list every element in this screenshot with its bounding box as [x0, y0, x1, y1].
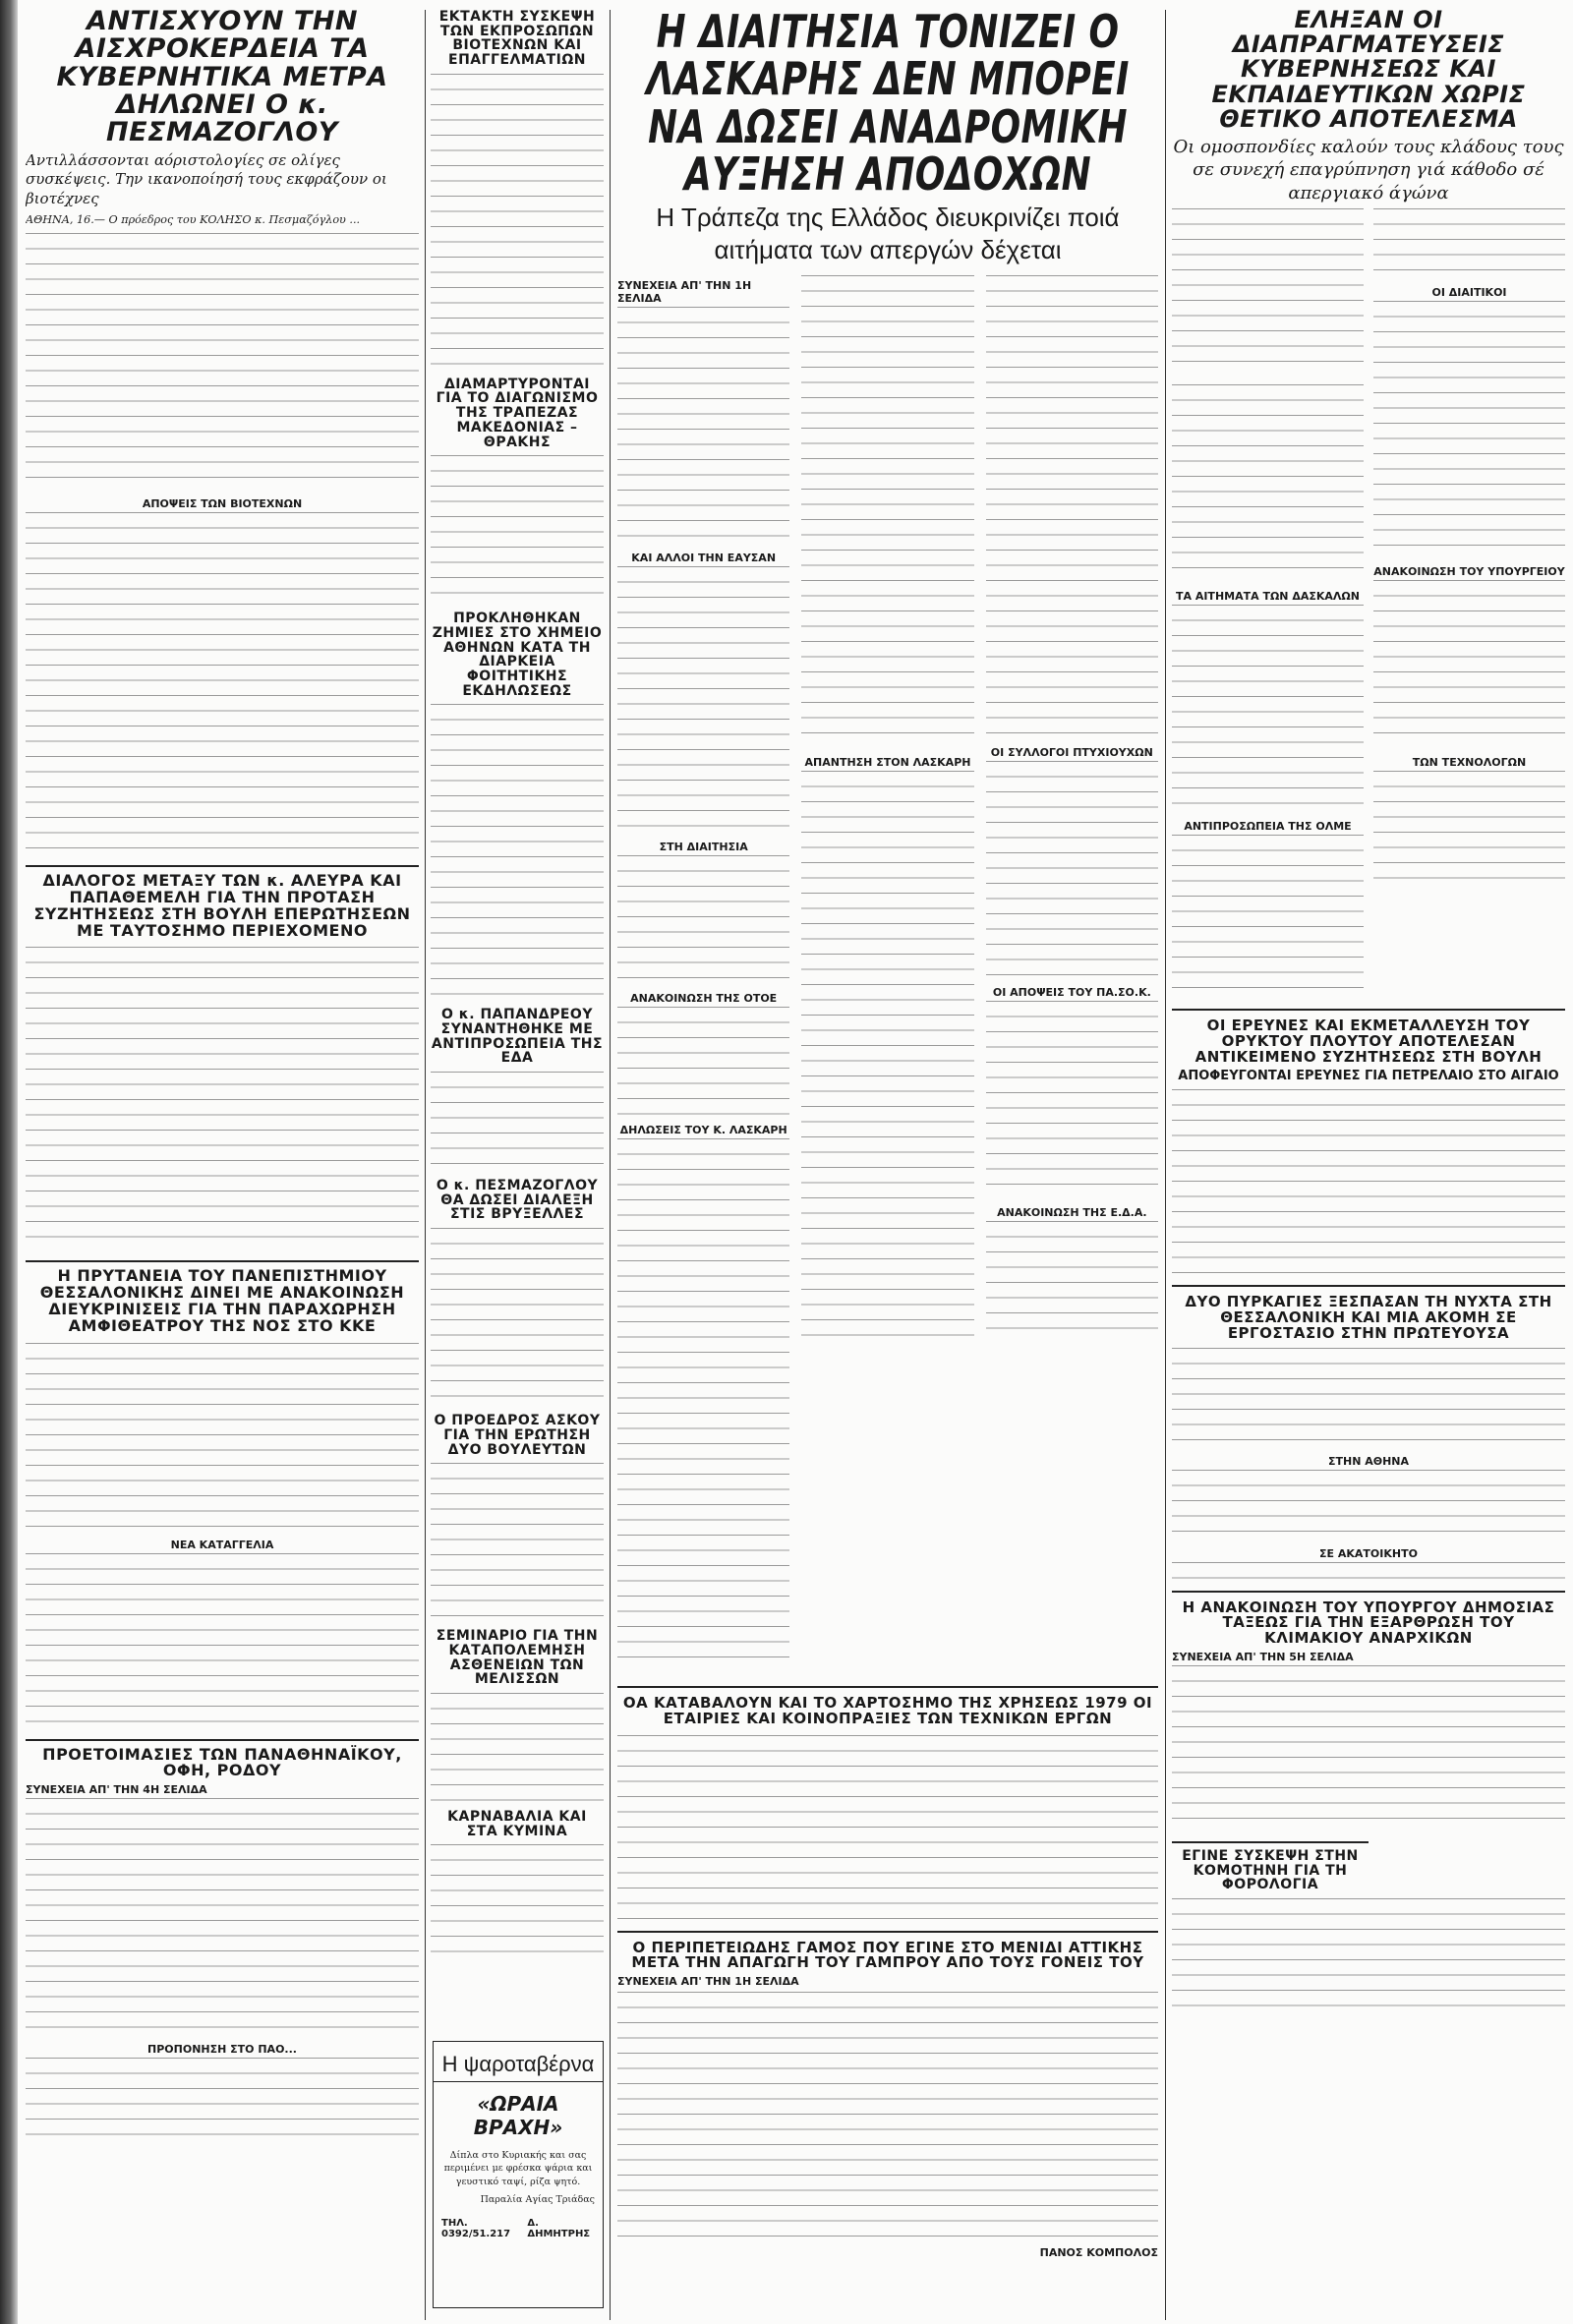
main-deck: Η Τράπεζα της Ελλάδος διευκρινίζει ποιά αιτήματα των απεργών δέχεται: [656, 203, 1120, 264]
byline: ΠΑΝΟΣ ΚΟΜΠΟΛΟΣ: [1039, 2246, 1158, 2260]
main-headline: Η ΔΙΑΙΤΗΣΙΑ ΤΟΝΙΖΕΙ Ο ΛΑΣΚΑΡΗΣ ΔΕΝ ΜΠΟΡΕΙ ΝΑ ΔΩΣΕΙ ΑΝΑΔΡΟΜΙΚΗ ΑΥΞΗΣΗ ΑΠΟΔΟΧΩΝ: [646, 8, 1130, 201]
main-col-1: [617, 275, 789, 1678]
brief-text: [431, 1693, 604, 1801]
article-text: [1172, 384, 1364, 581]
article-text: [26, 1343, 419, 1530]
section-rule: [26, 865, 419, 867]
brief-text: [431, 704, 604, 999]
subhead-pesmazoglou: Αντιλλάσσονται αόριστολογίες σε ολίγες συσκέψεις. Την ικανοποίησή τους εκφράζουν οι βιοτέχνες: [26, 150, 387, 207]
section-rule: [1172, 1285, 1565, 1287]
section-heading: ΟΙ ΣΥΛΛΟΓΟΙ ΠΤΥΧΙΟΥΧΩΝ: [990, 746, 1153, 760]
page-binding-edge: [0, 0, 18, 2324]
ad-phone: ΤΗΛ. 0392/51.217: [441, 2217, 511, 2239]
ad-text: Δίπλα στο Κυριακής και σας περιμένει με φρέσκα ψάρια και γευστικό ταψί, ρίζα ψητό.: [443, 2150, 593, 2187]
article-text: [1373, 208, 1565, 277]
article-text: [1172, 1470, 1565, 1539]
section-heading: ΑΝΑΚΟΙΝΩΣΗ ΤΗΣ Ε.Δ.Α.: [997, 1206, 1147, 1220]
brief-text: [431, 1463, 604, 1620]
deck-diapragmatefseis: Οι ομοσπονδίες καλούν τους κλάδους τους σε συνεχή επαγρύπνηση γιά κάθοδο σέ απεργιακό άγώνα: [1173, 136, 1564, 203]
article-text: [1172, 208, 1364, 376]
article-text: [801, 771, 973, 1341]
main-columns: [617, 275, 1158, 1678]
article-text: [1172, 605, 1364, 811]
headline-pyrkagies: ΔΥΟ ΠΥΡΚΑΓΙΕΣ ΞΕΣΠΑΣΑΝ ΤΗ ΝΥΧΤΑ ΣΤΗ ΘΕΣΣΑΛΟΝΙΚΗ ΚΑΙ ΜΙΑ ΑΚΟΜΗ ΣΕ ΕΡΓΟΣΤΑΣΙΟ ΣΤΗΝ ΠΡΩΤΕΥΟΥΣΑ: [1185, 1293, 1552, 1342]
left-column: [26, 8, 419, 2318]
section-heading: ΤΩΝ ΤΕΧΝΟΛΟΓΩΝ: [1412, 756, 1527, 770]
right-sub-2: [1373, 208, 1565, 1001]
article-text: [26, 512, 419, 856]
ad-owner: Δ. ΔΗΜΗΤΡΗΣ: [527, 2217, 591, 2239]
article-text: [617, 1735, 1158, 1922]
section-heading: ΚΑΙ ΑΛΛΟΙ ΤΗΝ ΕΑΥΣΑΝ: [631, 552, 777, 565]
continuation-note: ΣΥΝΕΧΕΙΑ ΑΠ' ΤΗΝ 1Η ΣΕΛΙΔΑ: [617, 1975, 799, 1989]
section-heading: ΑΝΑΚΟΙΝΩΣΗ ΤΟΥ ΥΠΟΥΡΓΕΙΟΥ: [1373, 565, 1565, 579]
section-rule: [26, 1260, 419, 1262]
article-text: [1172, 1562, 1565, 1582]
article-text: [26, 947, 419, 1251]
main-story: [617, 8, 1158, 2318]
section-heading: ΟΙ ΑΠΟΨΕΙΣ ΤΟΥ ΠΑ.ΣΟ.Κ.: [992, 986, 1151, 1000]
section-heading: ΑΠΟΨΕΙΣ ΤΩΝ ΒΙΟΤΕΧΝΩΝ: [142, 497, 303, 511]
main-col-2: [801, 275, 973, 1678]
brief-headline: Ο ΠΡΟΕΔΡΟΣ ΑΣΚΟΥ ΓΙΑ ΤΗΝ ΕΡΩΤΗΣΗ ΔΥΟ ΒΟΥΛΕΥΤΩΝ: [434, 1413, 601, 1458]
brief-text: [431, 74, 604, 369]
section-rule: [1172, 1591, 1565, 1593]
section-heading: ΑΝΤΙΠΡΟΣΩΠΕΙΑ ΤΗΣ ΟΛΜΕ: [1184, 820, 1352, 834]
section-rule: [26, 1739, 419, 1741]
brief-headline: ΕΚΤΑΚΤΗ ΣΥΣΚΕΨΗ ΤΩΝ ΕΚΠΡΟΣΩΠΩΝ ΒΙΟΤΕΧΝΩΝ ΚΑΙ ΕΠΑΓΓΕΛΜΑΤΙΩΝ: [438, 10, 596, 69]
article-text: [1373, 580, 1565, 747]
main-col-3: [986, 275, 1158, 1678]
brief-headline: Ο κ. ΠΑΠΑΝΔΡΕΟΥ ΣΥΝΑΝΤΗΘΗΚΕ ΜΕ ΑΝΤΙΠΡΟΣΩΠΕΙΑ ΤΗΣ ΕΔΑ: [431, 1007, 604, 1067]
article-text: [617, 1007, 789, 1115]
article-text: [1172, 1898, 1565, 2016]
article-text: [986, 1001, 1158, 1197]
headline-diapragmatefseis: ΕΛΗΞΑΝ ΟΙ ΔΙΑΠΡΑΓΜΑΤΕΥΣΕΙΣ ΚΥΒΕΡΝΗΣΕΩΣ ΚΑΙ ΕΚΠΑΙΔΕΥΤΙΚΩΝ ΧΩΡΙΣ ΘΕΤΙΚΟ ΑΠΟΤΕΛΕΣΜΑ: [1211, 8, 1526, 133]
article-text: [1373, 301, 1565, 556]
headline-pesmazoglou: ΑΝΤΙΣΧΥΟΥΝ ΤΗΝ ΑΙΣΧΡΟΚΕΡΔΕΙΑ ΤΑ ΚΥΒΕΡΝΗΤΙΚΑ ΜΕΤΡΑ ΔΗΛΩΝΕΙ Ο κ. ΠΕΣΜΑΖΟΓΛΟΥ: [56, 8, 388, 148]
article-text: [617, 1992, 1158, 2237]
ad-footer: [434, 2212, 603, 2239]
article-text: [1172, 835, 1364, 992]
section-rule: [1172, 1841, 1369, 1843]
brief-text: [431, 1844, 604, 1962]
article-text: [617, 855, 789, 983]
article-lead: ΑΘΗΝΑ, 16.— Ο πρόεδρος του ΚΟΛΗΣΟ κ. Πεσμαζόγλου ...: [26, 213, 361, 227]
brief-headline: ΚΑΡΝΑΒΑΛΙΑ ΚΑΙ ΣΤΑ ΚΥΜΙΝΑ: [447, 1808, 587, 1839]
continuation-note: ΣΥΝΕΧΕΙΑ ΑΠ' ΤΗΝ 1Η ΣΕΛΙΔΑ: [617, 279, 752, 306]
section-heading: ΔΗΛΩΣΕΙΣ ΤΟΥ Κ. ΛΑΣΚΑΡΗ: [619, 1124, 787, 1137]
section-rule: [617, 1931, 1158, 1933]
ad-address: Παραλία Αγίας Τριάδας: [480, 2194, 595, 2206]
advertisement: [433, 2041, 604, 2308]
article-text: [617, 1138, 789, 1669]
headline-gamos: Ο ΠΕΡΙΠΕΤΕΙΩΔΗΣ ΓΑΜΟΣ ΠΟΥ ΕΓΙΝΕ ΣΤΟ ΜΕΝΙΔΙ ΑΤΤΙΚΗΣ ΜΕΤΑ ΤΗΝ ΑΠΑΓΩΓΗ ΤΟΥ ΓΑΜΠΡΟΥ ΑΠΟ ΤΟΥΣ ΓΟΝΕΙΣ ΤΟΥ: [631, 1938, 1144, 1972]
brief-headline: ΔΙΑΜΑΡΤΥΡΟΝΤΑΙ ΓΙΑ ΤΟ ΔΙΑΓΩΝΙΣΜΟ ΤΗΣ ΤΡΑΠΕΖΑΣ ΜΑΚΕΔΟΝΙΑΣ – ΘΡΑΚΗΣ: [436, 376, 599, 450]
headline-oryktos-ploutos: ΟΙ ΕΡΕΥΝΕΣ ΚΑΙ ΕΚΜΕΤΑΛΛΕΥΣΗ ΤΟΥ ΟΡΥΚΤΟΥ ΠΛΟΥΤΟΥ ΑΠΟΤΕΛΕΣΑΝ ΑΝΤΙΚΕΙΜΕΝΟ ΣΥΖΗΤΗΣΕΩΣ ΣΤΗ ΒΟΥΛΗ: [1194, 1017, 1543, 1066]
article-text: [1373, 771, 1565, 879]
brief-text: [431, 1072, 604, 1170]
column-rule: [425, 10, 426, 2320]
continuation-note: ΣΥΝΕΧΕΙΑ ΑΠ' ΤΗΝ 5Η ΣΕΛΙΔΑ: [1172, 1650, 1354, 1663]
section-rule: [617, 1686, 1158, 1688]
article-text: [26, 1798, 419, 2034]
ad-name: «ΩΡΑΙΑ ΒΡΑΧΗ»: [473, 2092, 563, 2139]
ad-title: Η ψαροταβέρνα: [434, 2052, 603, 2082]
article-text: [1172, 1665, 1565, 1832]
deck-petrelaio: ΑΠΟΦΕΥΓΟΝΤΑΙ ΕΡΕΥΝΕΣ ΓΙΑ ΠΕΤΡΕΛΑΙΟ ΣΤΟ ΑΙΓΑΙΟ: [1178, 1069, 1559, 1084]
section-rule: [1172, 1009, 1565, 1011]
article-text: [26, 2058, 419, 2136]
section-heading: ΟΙ ΔΙΑΙΤΙΚΟΙ: [1431, 286, 1507, 300]
article-text: [1172, 1089, 1565, 1276]
right-subcolumns: [1172, 208, 1565, 1001]
section-heading: ΣΤΗ ΔΙΑΙΤΗΣΙΑ: [659, 841, 748, 854]
headline-panathinaikos: ΠΡΟΕΤΟΙΜΑΣΙΕΣ ΤΩΝ ΠΑΝΑΘΗΝΑΪΚΟΥ, ΟΦΗ, ΡΟΔΟΥ: [42, 1744, 402, 1780]
section-heading: ΑΠΑΝΤΗΣΗ ΣΤΟΝ ΛΑΣΚΑΡΗ: [804, 756, 971, 770]
briefs-column: [431, 10, 604, 2320]
article-text: [26, 233, 419, 489]
article-text: [26, 1553, 419, 1730]
right-sub-1: [1172, 208, 1364, 1001]
continuation-note: ΣΥΝΕΧΕΙΑ ΑΠ' ΤΗΝ 4Η ΣΕΛΙΔΑ: [26, 1783, 207, 1797]
article-text: [986, 275, 1158, 737]
headline-anarxikoi: Η ΑΝΑΚΟΙΝΩΣΗ ΤΟΥ ΥΠΟΥΡΓΟΥ ΔΗΜΟΣΙΑΣ ΤΑΞΕΩΣ ΓΙΑ ΤΗΝ ΕΞΑΡΘΡΩΣΗ ΤΟΥ ΚΛΙΜΑΚΙΟΥ ΑΝΑΡΧΙΚΩΝ: [1182, 1598, 1555, 1648]
headline-prytaneia: Η ΠΡΥΤΑΝΕΙΑ ΤΟΥ ΠΑΝΕΠΙΣΤΗΜΙΟΥ ΘΕΣΣΑΛΟΝΙΚΗΣ ΔΙΝΕΙ ΜΕ ΑΝΑΚΟΙΝΩΣΗ ΔΙΕΥΚΡΙΝΙΣΕΙΣ ΓΙΑ ΤΗΝ ΠΑΡΑΧΩΡΗΣΗ ΑΜΦΙΘΕΑΤΡΟΥ ΤΗΣ ΝΟΣ ΣΤΟ ΚΚΕ: [39, 1266, 405, 1335]
headline-alevras: ΔΙΑΛΟΓΟΣ ΜΕΤΑΞΥ ΤΩΝ κ. ΑΛΕΥΡΑ ΚΑΙ ΠΑΠΑΘΕΜΕΛΗ ΓΙΑ ΤΗΝ ΠΡΟΤΑΣΗ ΣΥΖΗΤΗΣΕΩΣ ΣΤΗ ΒΟΥΛΗ ΕΠΕΡΩΤΗΣΕΩΝ ΜΕ ΤΑΥΤΟΣΗΜΟ ΠΕΡΙΕΧΟΜΕΝΟ: [33, 871, 411, 940]
section-heading: ΝΕΑ ΚΑΤΑΓΓΕΛΙΑ: [170, 1538, 274, 1551]
article-text: [617, 566, 789, 832]
headline-komotini: ΕΓΙΝΕ ΣΥΣΚΕΨΗ ΣΤΗΝ ΚΟΜΟΤΗΝΗ ΓΙΑ ΤΗ ΦΟΡΟΛΟΓΙΑ: [1182, 1847, 1359, 1893]
section-heading: ΑΝΑΚΟΙΝΩΣΗ ΤΗΣ ΟΤΟΕ: [630, 992, 778, 1006]
section-heading: ΣΤΗΝ ΑΘΗΝΑ: [1327, 1454, 1410, 1468]
brief-headline: ΣΕΜΙΝΑΡΙΟ ΓΙΑ ΤΗΝ ΚΑΤΑΠΟΛΕΜΗΣΗ ΑΣΘΕΝΕΙΩΝ ΤΩΝ ΜΕΛΙΣΣΩΝ: [436, 1628, 599, 1688]
brief-headline: ΠΡΟΚΛΗΘΗΚΑΝ ΖΗΜΙΕΣ ΣΤΟ ΧΗΜΕΙΟ ΑΘΗΝΩΝ ΚΑΤΑ ΤΗ ΔΙΑΡΚΕΙΑ ΦΟΙΤΗΤΙΚΗΣ ΕΚΔΗΛΩΣΕΩΣ: [432, 610, 603, 699]
article-text: [986, 761, 1158, 977]
article-text: [617, 307, 789, 543]
article-text: [986, 1221, 1158, 1329]
article-text: [1172, 1348, 1565, 1446]
section-heading: ΠΡΟΠΟΝΗΣΗ ΣΤΟ ΠΑΟ...: [147, 2043, 297, 2057]
headline-xartosimo: ΟΑ ΚΑΤΑΒΑΛΟΥΝ ΚΑΙ ΤΟ ΧΑΡΤΟΣΗΜΟ ΤΗΣ ΧΡΗΣΕΩΣ 1979 ΟΙ ΕΤΑΙΡΙΕΣ ΚΑΙ ΚΟΙΝΟΠΡΑΞΙΕΣ ΤΩΝ ΤΕΧΝΙΚΩΝ ΕΡΓΩΝ: [622, 1694, 1153, 1727]
right-column: [1172, 8, 1565, 2318]
brief-headline: Ο κ. ΠΕΣΜΑΖΟΓΛΟΥ ΘΑ ΔΩΣΕΙ ΔΙΑΛΕΞΗ ΣΤΙΣ ΒΡΥΞΕΛΛΕΣ: [436, 1178, 599, 1223]
column-rule: [610, 10, 611, 2320]
column-rule: [1165, 10, 1166, 2320]
brief-text: [431, 455, 604, 603]
section-heading: ΣΕ ΑΚΑΤΟΙΚΗΤΟ: [1319, 1546, 1418, 1560]
section-heading: ΤΑ ΑΙΤΗΜΑΤΑ ΤΩΝ ΔΑΣΚΑΛΩΝ: [1175, 590, 1360, 604]
brief-text: [431, 1228, 604, 1405]
article-text: [801, 275, 973, 747]
